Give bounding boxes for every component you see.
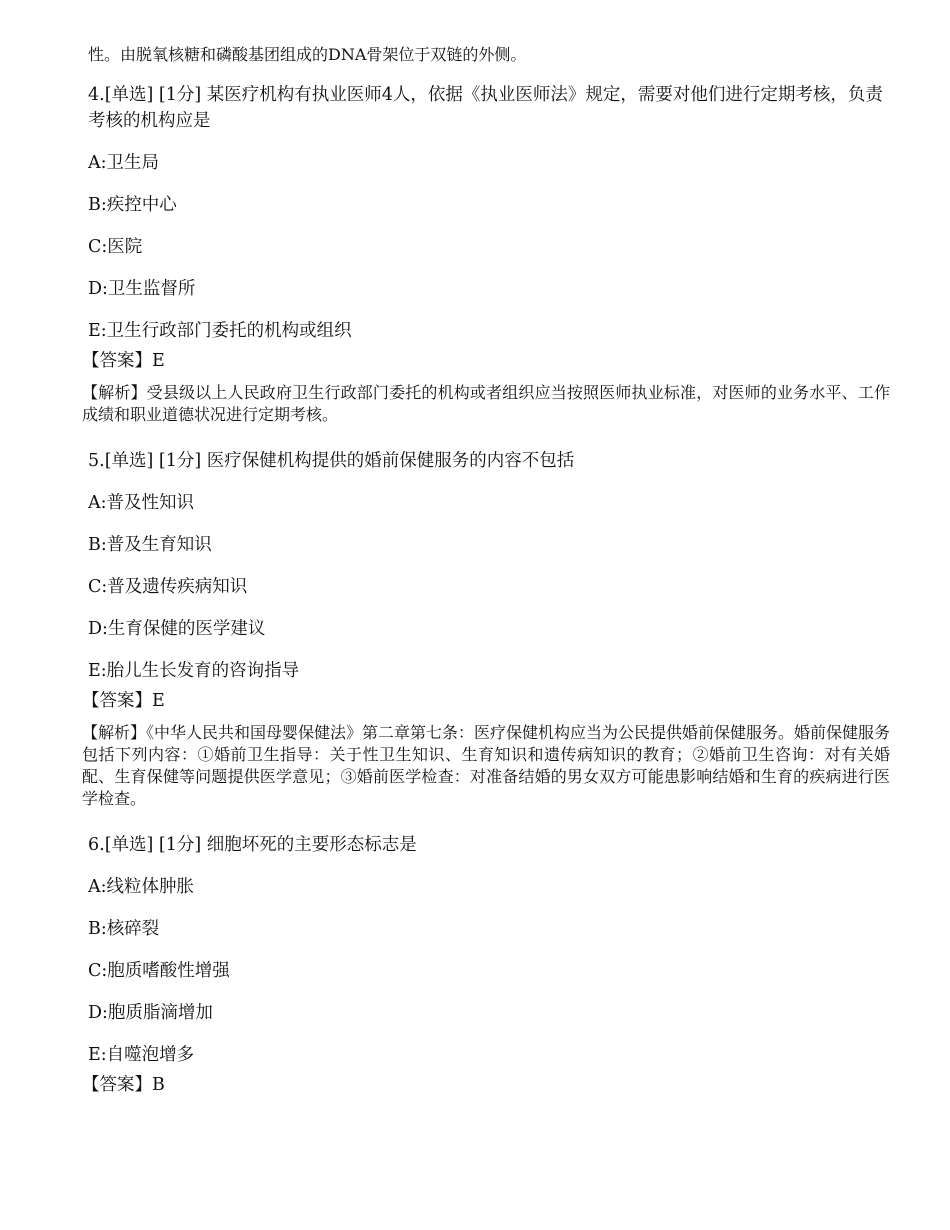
question-stem: 4.[单选] [1分] 某医疗机构有执业医师4人，依据《执业医师法》规定，需要对他们进行定期考核，负责考核的机构应是	[88, 85, 883, 131]
option-list	[88, 490, 890, 684]
option-c: C:医院	[88, 237, 143, 257]
option-a: A:线粒体肿胀	[88, 877, 195, 897]
question-stem: 6.[单选] [1分] 细胞坏死的主要形态标志是	[88, 835, 417, 855]
question-block-6	[82, 832, 890, 1098]
option-a: A:普及性知识	[88, 493, 195, 513]
option-d: D:卫生监督所	[88, 279, 196, 299]
answer-line: 【答案】E	[82, 351, 165, 371]
option-d: D:胞质脂滴增加	[88, 1003, 213, 1023]
explanation-text: 【解析】《中华人民共和国母婴保健法》第二章第七条：医疗保健机构应当为公民提供婚前保健服务。婚前保健服务包括下列内容：①婚前卫生指导：关于性卫生知识、生育知识和遗传病知识的教育；②婚前卫生咨询：对有关婚配、生育保健等问题提供医学意见；③婚前医学检查：对准备结婚的男女双方可能患影响结婚和生育的疾病进行医学检查。	[82, 723, 891, 808]
option-e: E:卫生行政部门委托的机构或组织	[88, 321, 352, 341]
document-content	[82, 42, 891, 1106]
question-block-4	[82, 82, 890, 426]
option-b: B:普及生育知识	[88, 535, 212, 555]
option-list	[88, 874, 890, 1068]
option-b: B:核碎裂	[88, 919, 160, 939]
option-d: D:生育保健的医学建议	[88, 619, 266, 639]
option-list	[88, 150, 890, 344]
question-block-5	[82, 448, 891, 810]
explanation-text: 【解析】受县级以上人民政府卫生行政部门委托的机构或者组织应当按照医师执业标准，对医师的业务水平、工作成绩和职业道德状况进行定期考核。	[82, 383, 890, 424]
option-c: C:胞质嗜酸性增强	[88, 961, 230, 981]
option-a: A:卫生局	[88, 153, 160, 173]
continued-text: 性。由脱氧核糖和磷酸基团组成的DNA骨架位于双链的外侧。	[88, 45, 527, 64]
option-e: E:自噬泡增多	[88, 1045, 195, 1065]
question-stem: 5.[单选] [1分] 医疗保健机构提供的婚前保健服务的内容不包括	[88, 451, 575, 471]
option-e: E:胎儿生长发育的咨询指导	[88, 661, 300, 681]
answer-line: 【答案】B	[82, 1075, 165, 1095]
option-c: C:普及遗传疾病知识	[88, 577, 248, 597]
option-b: B:疾控中心	[88, 195, 177, 215]
answer-line: 【答案】E	[82, 691, 165, 711]
